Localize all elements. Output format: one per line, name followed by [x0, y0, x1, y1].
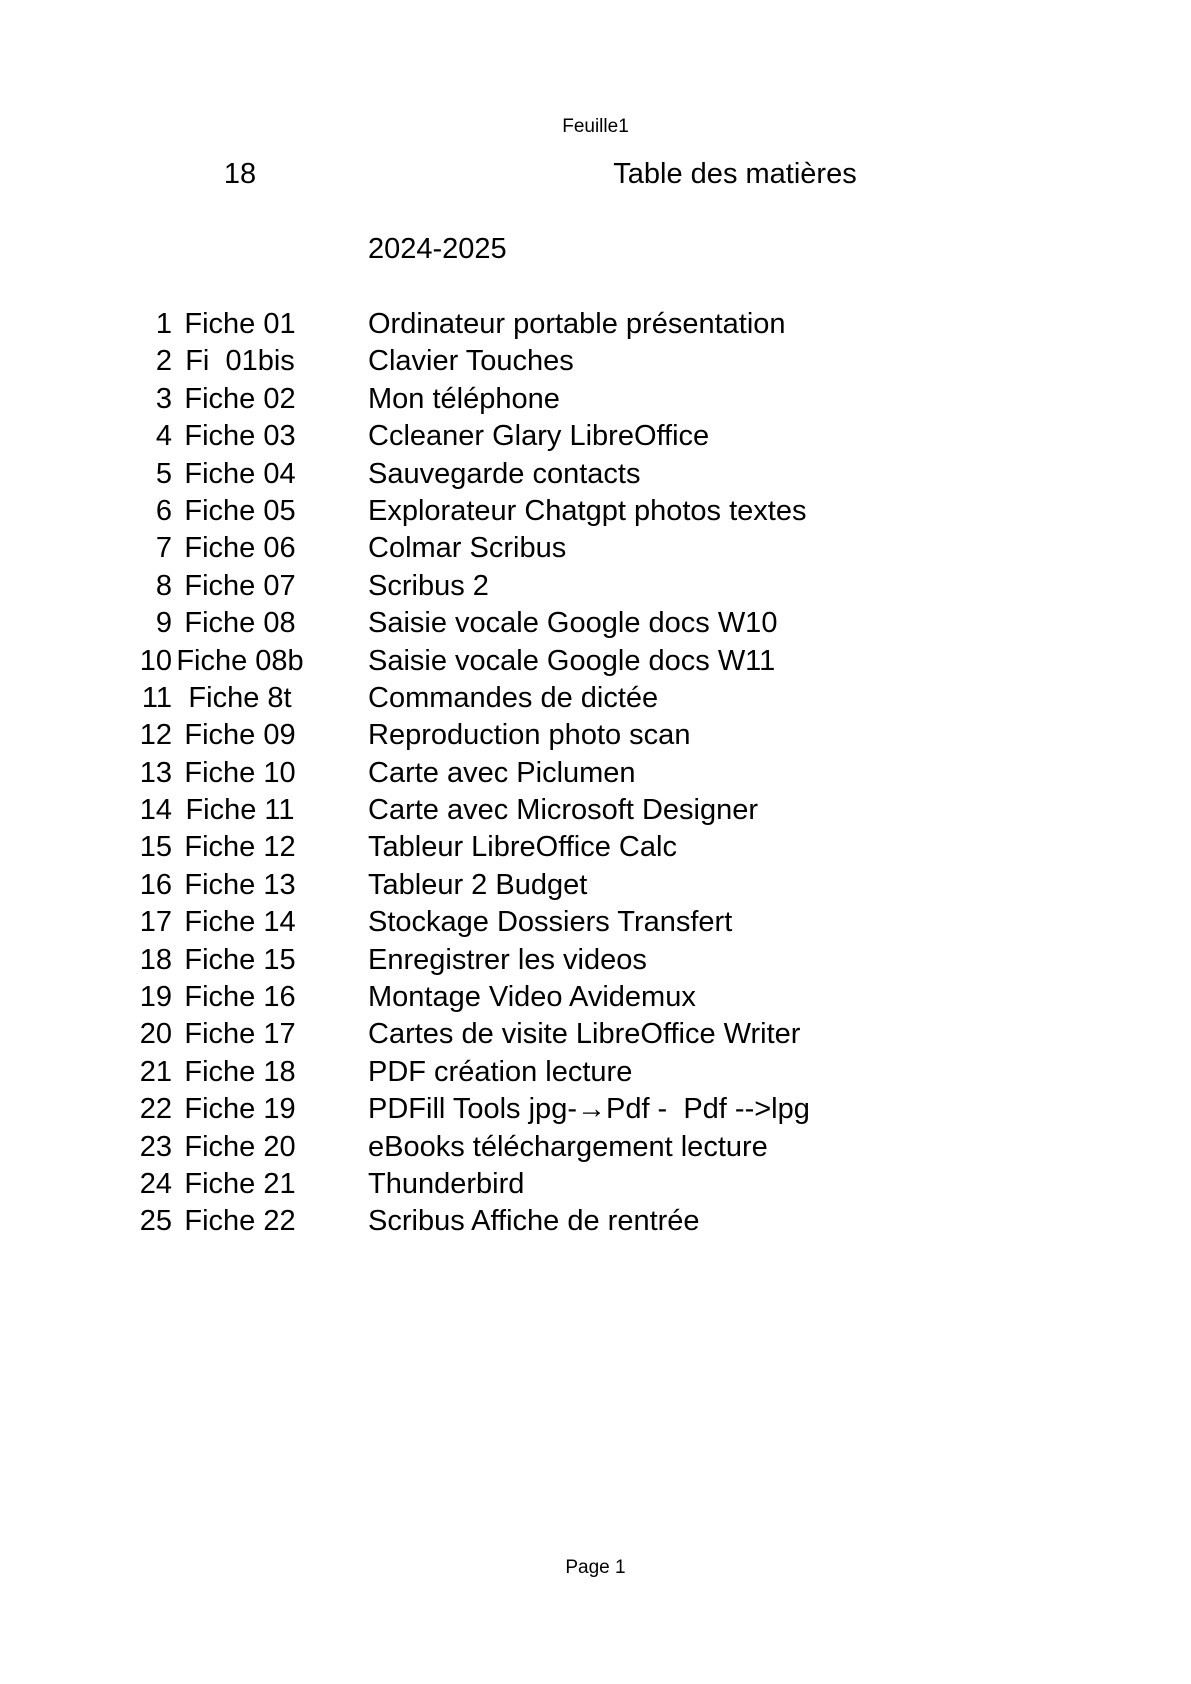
- table-row: [0, 680, 1191, 717]
- entry-title: Sauvegarde contacts: [368, 457, 641, 490]
- entry-number: 7: [155, 532, 172, 565]
- entry-fiche: Fiche 08b: [176, 644, 304, 677]
- table-row: [0, 1016, 1191, 1053]
- entry-number: 4: [155, 420, 172, 453]
- entry-title: Commandes de dictée: [368, 681, 659, 714]
- table-row: [0, 418, 1191, 455]
- entry-fiche: Fiche 07: [184, 569, 296, 602]
- table-row: [0, 755, 1191, 792]
- table-row: [0, 979, 1191, 1016]
- entry-number: 22: [139, 1093, 172, 1126]
- entry-title: Enregistrer les videos: [368, 943, 647, 976]
- table-row: [0, 343, 1191, 380]
- entry-number: 9: [155, 607, 172, 640]
- entry-fiche: Fiche 15: [184, 943, 296, 976]
- school-year: 2024-2025: [368, 233, 507, 265]
- entry-fiche: Fiche 09: [184, 719, 296, 752]
- entry-title: Stockage Dossiers Transfert: [368, 906, 733, 939]
- entry-title: Clavier Touches: [368, 345, 574, 378]
- entry-fiche: Fiche 01: [184, 308, 296, 340]
- entry-number: 17: [139, 906, 172, 939]
- entry-fiche: Fiche 20: [184, 1130, 296, 1163]
- table-row: [0, 1091, 1191, 1128]
- entry-title: Tableur LibreOffice Calc: [368, 831, 677, 864]
- table-row: [0, 306, 1191, 343]
- entry-title: Montage Video Avidemux: [368, 981, 696, 1014]
- entry-number: 16: [139, 868, 172, 901]
- entry-title: Tableur 2 Budget: [368, 868, 588, 901]
- entry-title: Mon téléphone: [368, 382, 560, 415]
- sheet-name: Feuille1: [562, 116, 629, 137]
- entry-title: Carte avec Piclumen: [368, 756, 636, 789]
- entry-number: 3: [155, 382, 172, 415]
- entry-title: Scribus Affiche de rentrée: [368, 1205, 700, 1238]
- table-row: [0, 456, 1191, 493]
- entry-title: Scribus 2: [368, 569, 489, 602]
- entry-number: 12: [139, 719, 172, 752]
- entry-fiche: Fiche 08: [184, 607, 296, 640]
- table-row: [0, 493, 1191, 530]
- page-title: Table des matières: [613, 158, 857, 190]
- entry-fiche: Fiche 8t: [188, 681, 292, 714]
- table-row: [0, 904, 1191, 941]
- entry-fiche: Fiche 05: [184, 494, 296, 527]
- entry-title: Ccleaner Glary LibreOffice: [368, 420, 710, 453]
- entry-number: 18: [139, 943, 172, 976]
- entry-fiche: Fiche 02: [184, 382, 296, 415]
- entry-fiche: Fiche 21: [184, 1167, 296, 1200]
- entry-fiche: Fiche 12: [184, 831, 296, 864]
- table-row: [0, 530, 1191, 567]
- entry-number: 21: [139, 1055, 172, 1088]
- entry-fiche: Fiche 16: [184, 981, 296, 1014]
- table-of-contents: [0, 306, 1191, 1241]
- entry-number: 13: [139, 756, 172, 789]
- table-row: [0, 643, 1191, 680]
- entry-number: 15: [139, 831, 172, 864]
- table-row: [0, 1166, 1191, 1203]
- table-row: [0, 717, 1191, 754]
- entry-fiche: Fiche 11: [185, 794, 295, 827]
- entry-title: Thunderbird: [368, 1167, 525, 1200]
- table-row: [0, 1129, 1191, 1166]
- entry-title: Carte avec Microsoft Designer: [368, 794, 759, 827]
- entry-fiche: Fiche 13: [184, 868, 296, 901]
- table-row: [0, 1203, 1191, 1240]
- entry-title: Explorateur Chatgpt photos textes: [368, 494, 807, 527]
- entry-number: 1: [155, 308, 172, 340]
- entry-fiche: Fiche 03: [184, 420, 296, 453]
- entry-title: eBooks téléchargement lecture: [368, 1130, 768, 1163]
- entry-number: 5: [155, 457, 172, 490]
- entry-number: 11: [141, 681, 172, 714]
- entry-number: 19: [139, 981, 172, 1014]
- entry-fiche: Fi 01bis: [185, 345, 295, 378]
- entry-number: 20: [139, 1018, 172, 1051]
- entry-title: Ordinateur portable présentation: [368, 308, 786, 340]
- table-row: [0, 942, 1191, 979]
- entry-number: 6: [155, 494, 172, 527]
- entry-number: 24: [139, 1167, 172, 1200]
- entry-title: Saisie vocale Google docs W11: [368, 644, 776, 677]
- table-row: [0, 829, 1191, 866]
- entry-fiche: Fiche 04: [184, 457, 296, 490]
- entry-title: PDFill Tools jpg-→Pdf - Pdf -->lpg: [368, 1093, 810, 1126]
- table-row: [0, 568, 1191, 605]
- table-row: [0, 605, 1191, 642]
- entry-title: PDF création lecture: [368, 1055, 633, 1088]
- entry-title: Saisie vocale Google docs W10: [368, 607, 778, 640]
- table-row: [0, 792, 1191, 829]
- entry-fiche: Fiche 17: [184, 1018, 296, 1051]
- entry-fiche: Fiche 22: [184, 1205, 296, 1238]
- entry-fiche: Fiche 14: [184, 906, 296, 939]
- entry-number: 10: [139, 644, 172, 677]
- entry-title: Reproduction photo scan: [368, 719, 691, 752]
- entry-fiche: Fiche 06: [184, 532, 296, 565]
- table-row: [0, 867, 1191, 904]
- entry-number: 23: [139, 1130, 172, 1163]
- entry-title: Colmar Scribus: [368, 532, 567, 565]
- entry-fiche: Fiche 19: [184, 1093, 296, 1126]
- entry-title: Cartes de visite LibreOffice Writer: [368, 1018, 801, 1051]
- entry-number: 8: [155, 569, 172, 602]
- page-footer: Page 1: [565, 1557, 626, 1578]
- entry-number: 2: [155, 345, 172, 378]
- top-number: 18: [223, 158, 257, 190]
- entry-fiche: Fiche 10: [184, 756, 296, 789]
- table-row: [0, 381, 1191, 418]
- table-row: [0, 1054, 1191, 1091]
- entry-number: 14: [139, 794, 172, 827]
- entry-number: 25: [139, 1205, 172, 1238]
- entry-fiche: Fiche 18: [184, 1055, 296, 1088]
